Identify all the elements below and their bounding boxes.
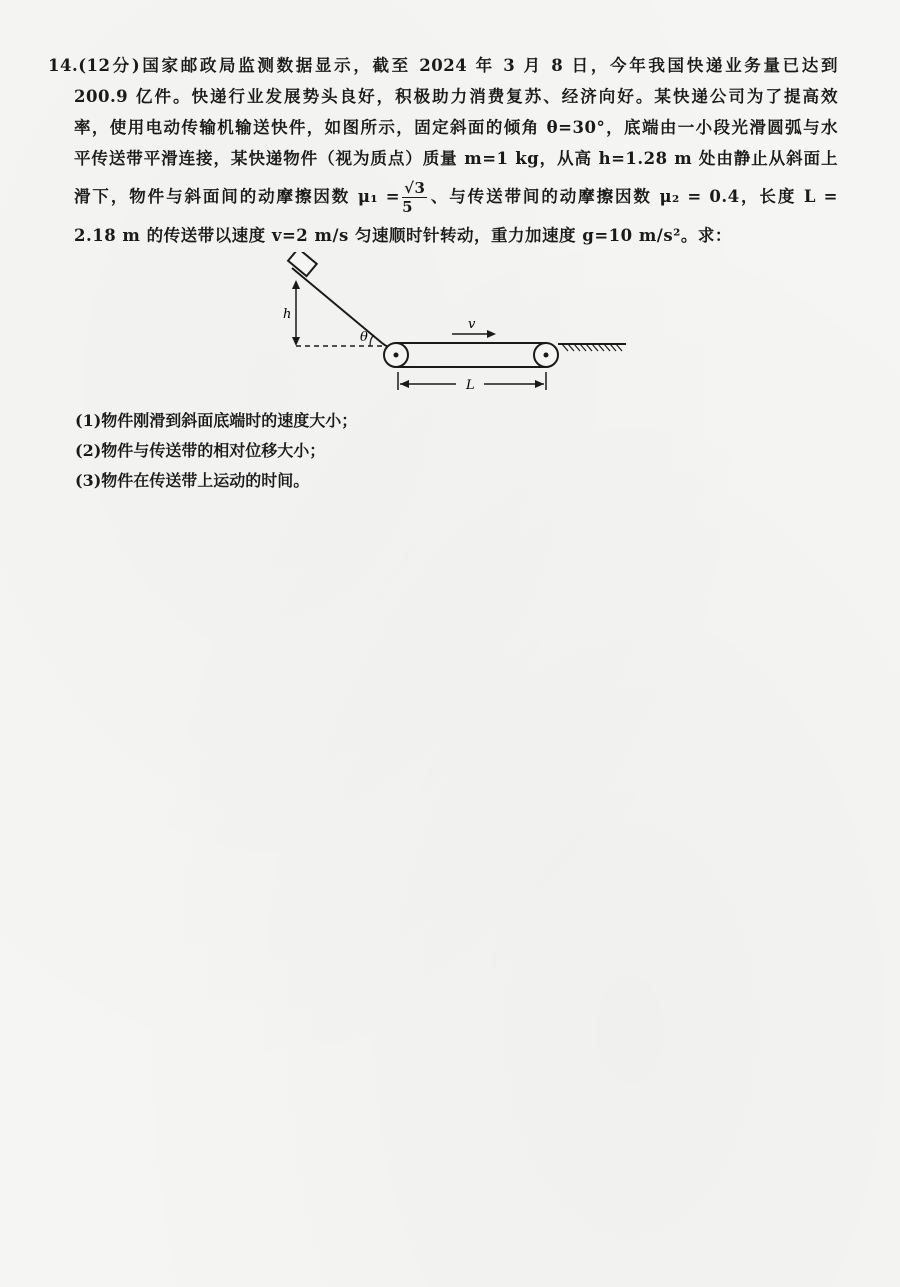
fraction-denominator: 5 [402,198,414,216]
question-line-6: 2.18 m 的传送带以速度 v=2 m/s 匀速顺时针转动，重力加速度 g=10 m/s²。求： [74,226,732,245]
question-line-4: 平传送带平滑连接，某快递物件（视为质点）质量 m=1 kg，从高 h=1.28 m 处由静止从斜面上 [74,149,838,168]
mu1-fraction [402,179,427,216]
sub-question-3: (3)物件在传送带上运动的时间。 [75,471,310,490]
incline-conveyor-diagram [270,252,640,402]
question-text-line: 国家邮政局监测数据显示，截至 2024 年 3 月 8 日，今年我国快递业务量已达到 [140,56,838,75]
label-v: v [468,317,476,332]
left-pulley-axle [394,353,399,358]
question-line-5-before: 滑下，物件与斜面间的动摩擦因数 μ₁ = [74,187,401,206]
sub-question-1: (1)物件刚滑到斜面底端时的速度大小； [75,411,358,430]
label-h: h [283,307,292,322]
length-arrow-left-head [400,380,409,388]
label-theta: θ [360,330,368,345]
question-line-5-after: 、与传送带间的动摩擦因数 μ₂ = 0.4，长度 L = [429,187,838,206]
incline-slope [292,268,382,343]
length-arrow-right-head [535,380,544,388]
question-number: 14. [48,56,79,75]
height-arrow-head-bottom [292,337,300,346]
question-line-1 [48,50,838,81]
question-line-5 [48,174,838,220]
question-line-3: 率，使用电动传输机输送快件，如图所示，固定斜面的倾角 θ=30°，底端由一小段光滑圆弧与水 [74,118,838,137]
height-arrow-head-top [292,280,300,289]
sub-questions [75,406,357,496]
sub-question-2: (2)物件与传送带的相对位移大小； [75,441,326,460]
label-L: L [466,378,475,393]
package-block [288,252,317,276]
right-pulley-axle [544,353,549,358]
question-line-2: 200.9 亿件。快递行业发展势头良好，积极助力消费复苏、经济向好。某快递公司为了提高效 [74,87,838,106]
ground-hatching [562,344,622,351]
fraction-numerator: √3 [404,179,426,197]
question-points: (12分) [78,56,141,75]
velocity-arrow-head [487,330,496,338]
question-14 [48,50,838,251]
